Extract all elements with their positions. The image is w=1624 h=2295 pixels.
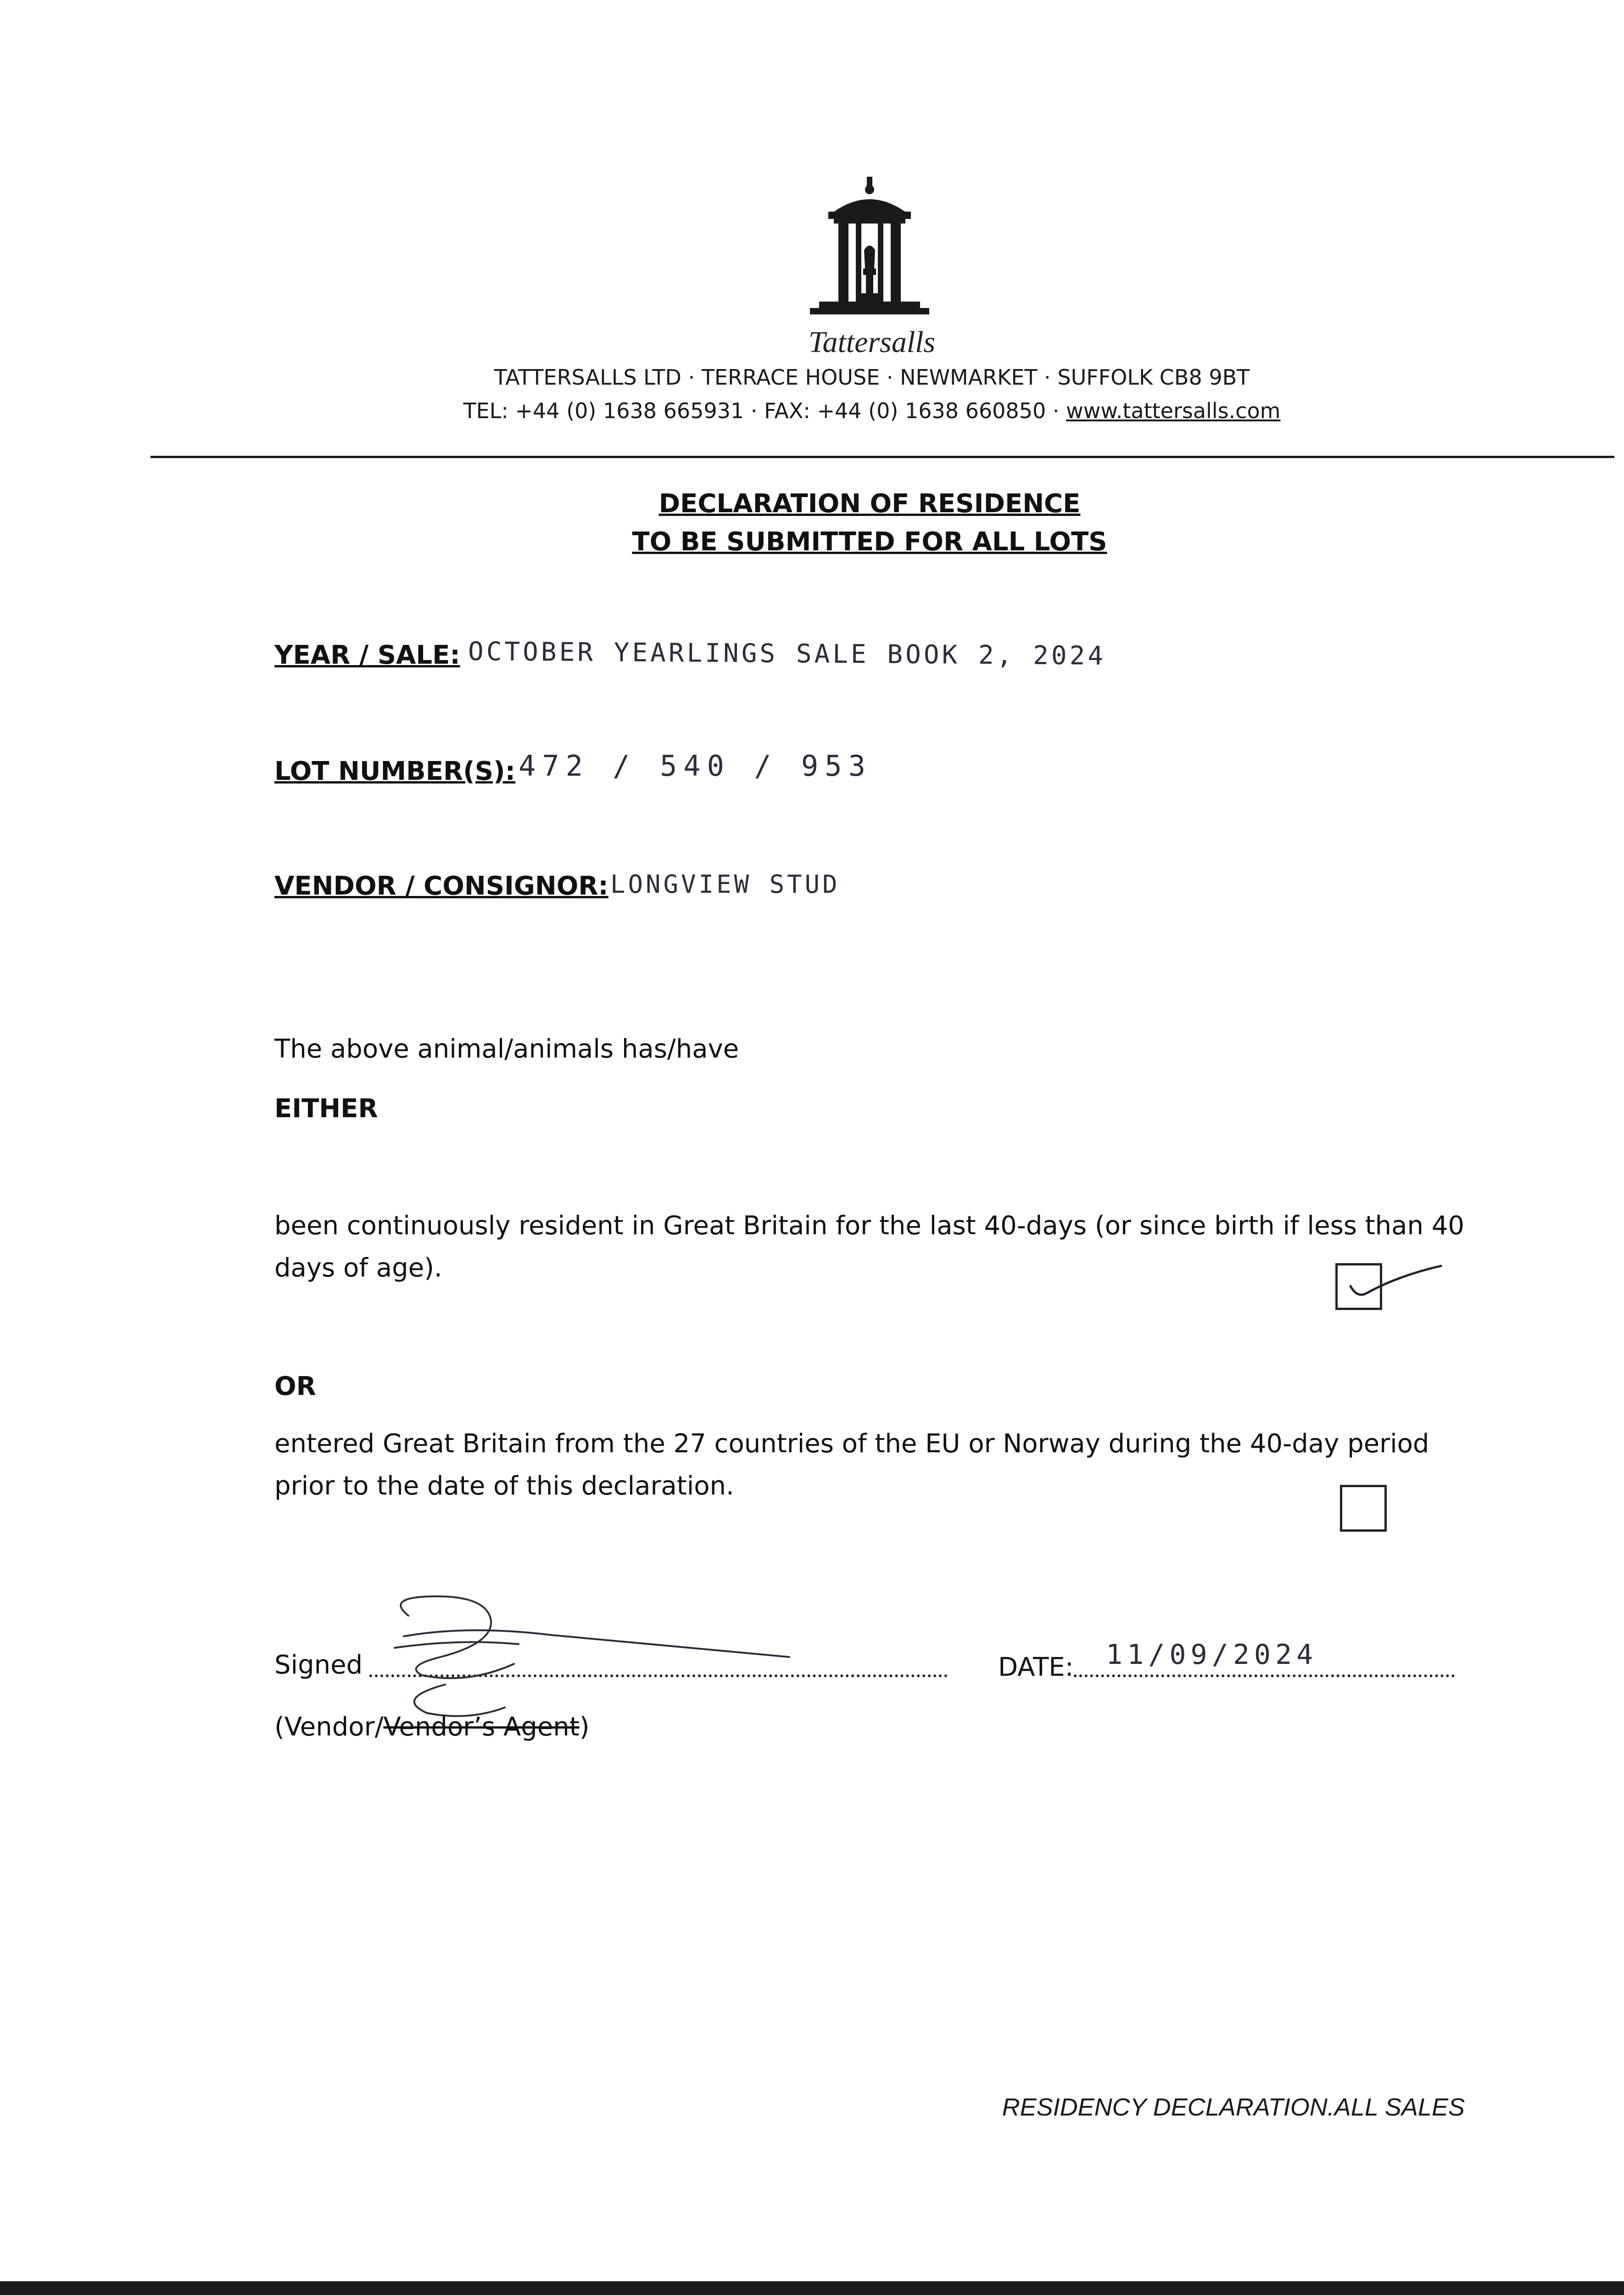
year-sale-value: OCTOBER YEARLINGS SALE BOOK 2, 2024	[468, 637, 1106, 671]
vendor-value: LONGVIEW STUD	[610, 870, 840, 899]
footer-reference: RESIDENCY DECLARATION.ALL SALES	[1002, 2093, 1465, 2121]
scan-edge	[0, 2281, 1624, 2295]
signed-label: Signed	[274, 1650, 363, 1680]
option2-checkbox[interactable]	[1340, 1485, 1387, 1532]
rotunda-statue-logo-icon	[805, 177, 934, 324]
intro-text: The above animal/animals has/have	[274, 1034, 739, 1064]
form-subtitle: TO BE SUBMITTED FOR ALL LOTS	[632, 527, 1107, 557]
year-sale-label: YEAR / SALE:	[274, 640, 460, 670]
role-close: )	[579, 1712, 590, 1742]
date-label: DATE:	[998, 1652, 1074, 1682]
checkmark-icon	[1347, 1258, 1443, 1308]
phone-fax: TEL: +44 (0) 1638 665931 · FAX: +44 (0) 1638 660850 ·	[463, 398, 1066, 423]
signer-role	[274, 1712, 590, 1742]
option1-text: been continuously resident in Great Britain for the last 40-days (or since birth if less than 40 days of age).	[274, 1211, 1465, 1283]
or-heading: OR	[274, 1371, 316, 1401]
website-link[interactable]: www.tattersalls.com	[1066, 398, 1281, 423]
role-agent-struck: Vendor’s Agent	[383, 1712, 580, 1742]
brand-name: Tattersalls	[808, 325, 936, 359]
date-line	[1074, 1674, 1455, 1677]
company-address: TATTERSALLS LTD · TERRACE HOUSE · NEWMARKET · SUFFOLK CB8 9BT	[494, 365, 1250, 390]
contact-line	[321, 398, 1423, 423]
lot-numbers-value: 472 / 540 / 953	[519, 749, 872, 783]
role-vendor: (Vendor/	[274, 1712, 384, 1742]
date-value: 11/09/2024	[1106, 1639, 1318, 1671]
option2-text: entered Great Britain from the 27 countries of the EU or Norway during the 40-day period prior to the date of this declaration.	[274, 1429, 1429, 1501]
form-title: DECLARATION OF RESIDENCE	[659, 489, 1081, 519]
either-heading: EITHER	[274, 1094, 378, 1124]
header-divider	[151, 456, 1614, 458]
signature-scribble	[367, 1593, 808, 1730]
vendor-label: VENDOR / CONSIGNOR:	[274, 871, 608, 901]
lot-numbers-label: LOT NUMBER(S):	[274, 756, 516, 786]
